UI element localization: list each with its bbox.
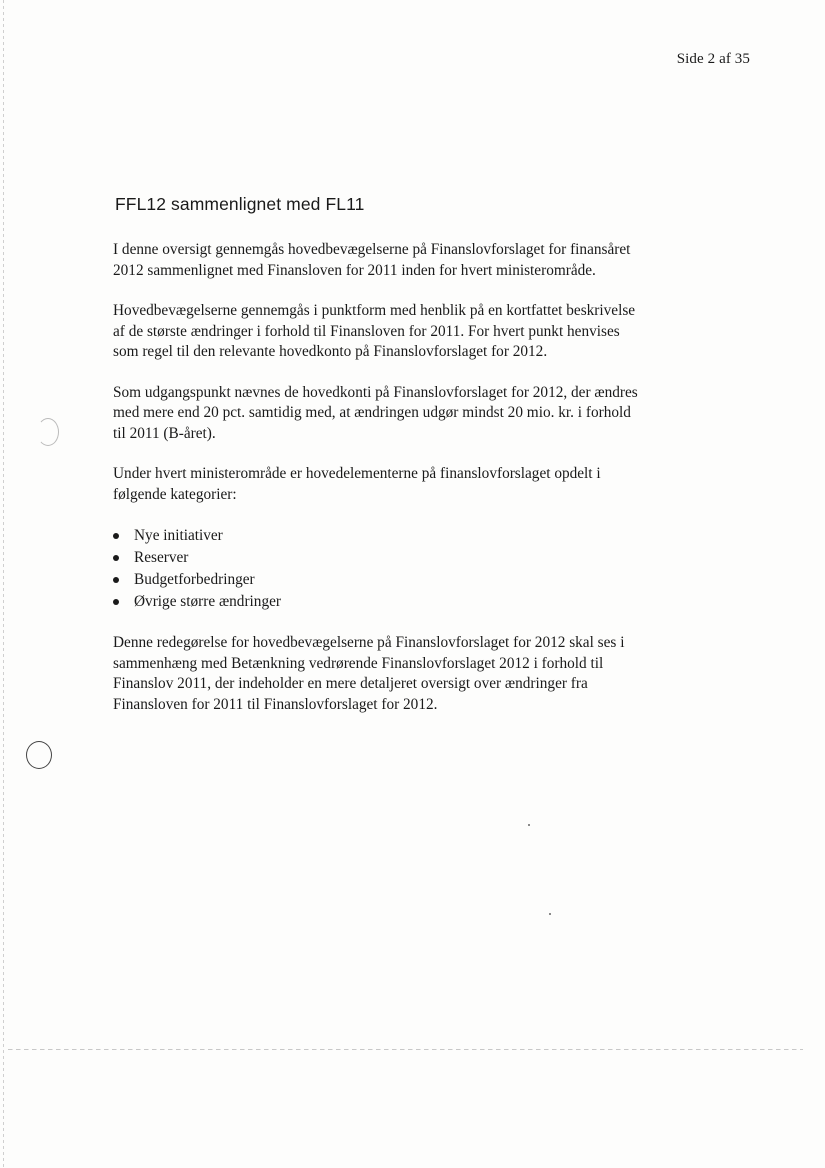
paragraph-intro: I denne oversigt gennemgås hovedbevægelserne på Finanslovforslaget for finansåret 2012 sammenlignet med Finansloven for 2011 inden for hvert ministerområde. [113, 241, 631, 279]
bullet-icon [113, 577, 119, 583]
scan-speck [528, 824, 530, 826]
page-number: Side 2 af 35 [676, 51, 750, 67]
paragraph-criteria: Som udgangspunkt nævnes de hovedkonti på Finanslovforslaget for 2012, der ændres med mere end 20 pct. samtidig med, at ændringen udgør mindst 20 mio. kr. i forhold til 2011 (B-året). [113, 383, 638, 442]
scan-speck [549, 913, 551, 915]
document-body [113, 240, 643, 735]
list-item [113, 525, 643, 547]
bullet-icon [113, 599, 119, 605]
list-item-label: Nye initiativer [134, 527, 223, 544]
list-item-label: Budgetforbedringer [134, 571, 255, 588]
punch-hole-icon [26, 741, 52, 769]
section-heading: FFL12 sammenlignet med FL11 [115, 194, 365, 214]
category-list [113, 525, 643, 613]
scan-bottom-edge [8, 1049, 803, 1050]
punch-hole-icon [37, 418, 59, 446]
bullet-icon [113, 555, 119, 561]
bullet-icon [113, 533, 119, 539]
paragraph-method: Hovedbevægelserne gennemgås i punktform med henblik på en kortfattet beskrivelse af de største ændringer i forhold til Finansloven for 2011. For hvert punkt henvises som regel til den relevante hovedkonto på Finanslovforslaget for 2012. [113, 302, 636, 360]
scan-left-edge [3, 0, 4, 1168]
paragraph-categories: Under hvert ministerområde er hovedelementerne på finanslovforslaget opdelt i følgende kategorier: [113, 465, 601, 503]
list-item [113, 569, 643, 591]
list-item [113, 547, 643, 569]
paragraph-closing: Denne redegørelse for hovedbevægelserne på Finanslovforslaget for 2012 skal ses i sammenhæng med Betænkning vedrørende Finanslovforslaget 2012 i forhold til Finanslov 2011, der indeholder en mere detaljeret oversigt over ændringer fra Finansloven for 2011 til Finanslovforslaget for 2012. [113, 634, 625, 713]
list-item-label: Øvrige større ændringer [134, 593, 281, 610]
list-item [113, 591, 643, 613]
list-item-label: Reserver [134, 549, 189, 566]
